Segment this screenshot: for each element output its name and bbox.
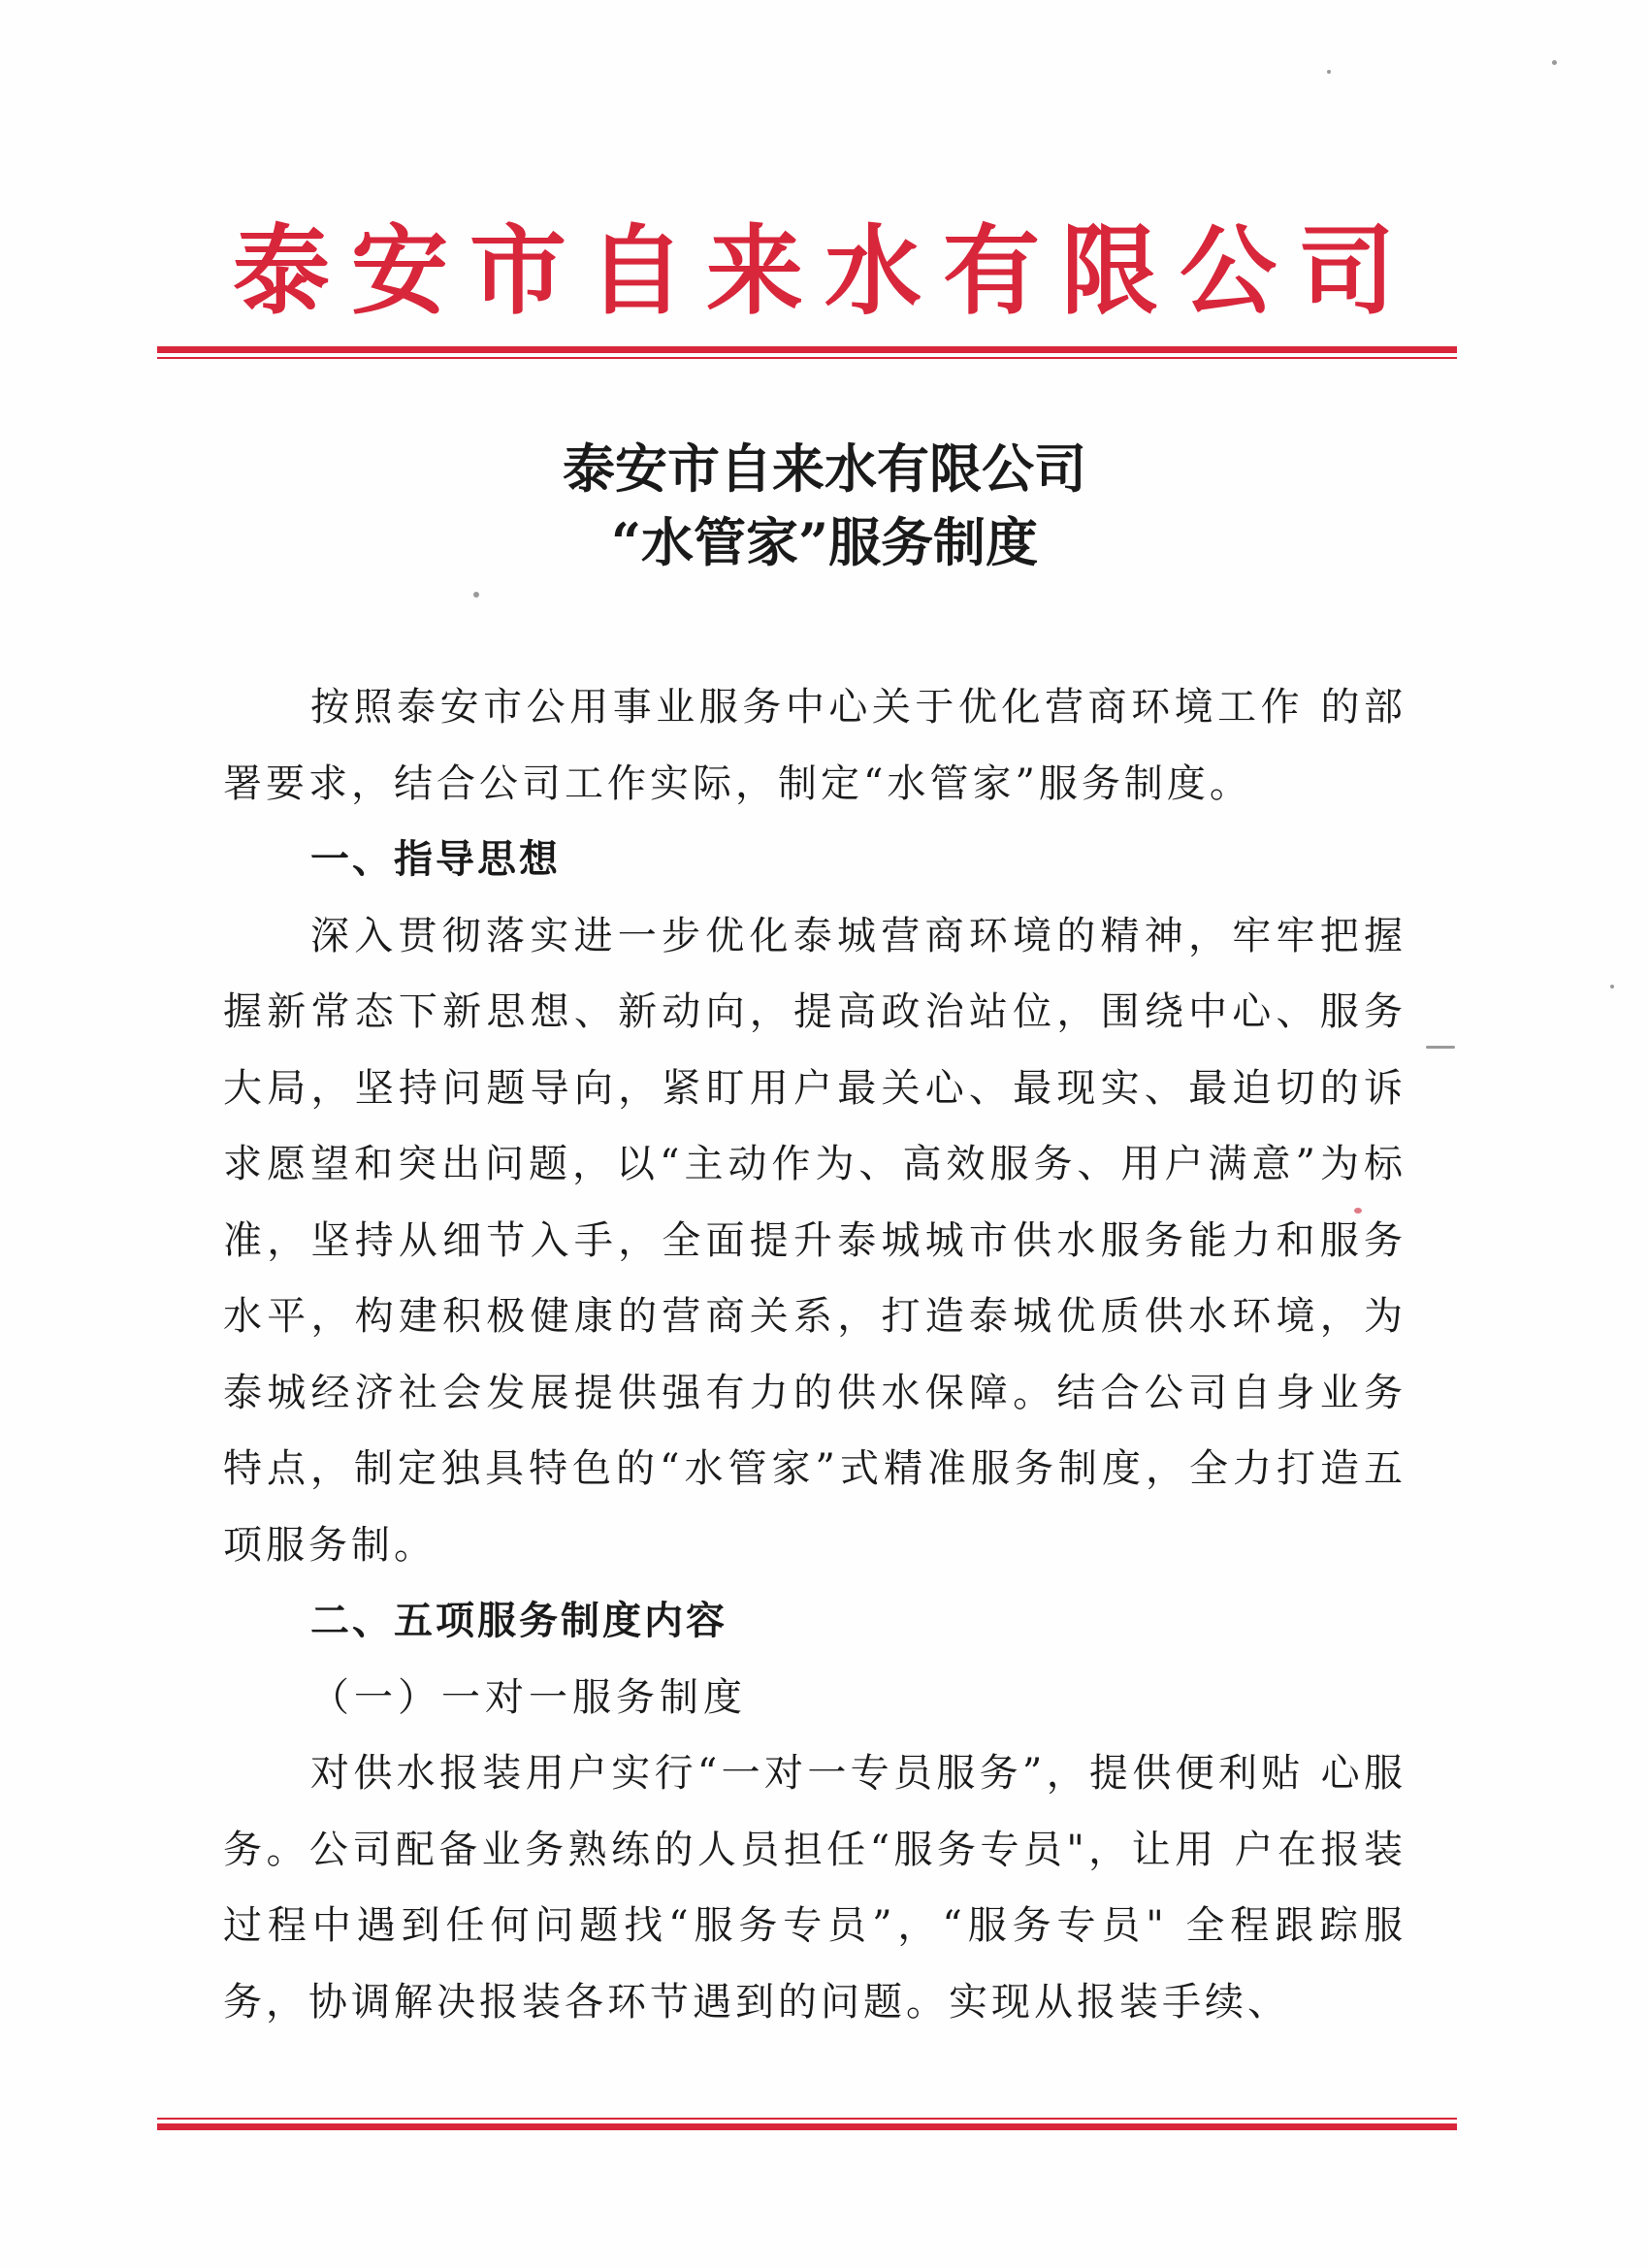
scan-speck [1426,1046,1455,1049]
letterhead-company-name: 泰安市自来水有限公司 [233,214,1416,328]
document-title [0,432,1649,579]
subsection-1-heading: （一）一对一服务制度 [310,1674,747,1720]
document-body [223,669,1406,2040]
section-1-paragraph: 深入贯彻落实进一步优化泰城营商环境的精神，牢牢把握握新常态下新思想、新动向，提高政治站位，围绕中心、服务大局，坚持问题导向，紧盯用户最关心、最现实、最迫切的诉求愿望和突出问题，以“主动作为、高效服务、用户满意”为标准，坚持从细节入手，全面提升泰城城市供水服务能力和服务水平，构建积极健康的营商关系，打造泰城优质供水环境，为泰城经济社会发展提供强有力的供水保障。结合公司自身业务特点，制定独具特色的“水管家”式精准服务制度，全力打造五项服务制。 [223,913,1406,1568]
subsection-1-paragraph: 对供水报装用户实行“一对一专员服务”，提供便利贴 心服务。公司配备业务熟练的人员担任“服务专员"，让用 户在报装过程中遇到任何问题找“服务专员”，“服务专员" 全程跟踪服务，协调解决报装各环节遇到的问题。实现从报装手续、 [223,1751,1406,2025]
scan-speck [1354,1208,1362,1214]
document-title-line-1: 泰安市自来水有限公司 [563,437,1086,500]
section-1-heading: 一、指导思想 [310,837,561,882]
section-2-heading: 二、五项服务制度内容 [310,1599,728,1643]
scan-speck [1552,60,1557,65]
footer-red-rule [157,2118,1457,2130]
scan-speck [1327,70,1331,74]
intro-paragraph: 按照泰安市公用事业服务中心关于优化营商环境工作 的部署要求，结合公司工作实际，制定“水管家”服务制度。 [223,685,1406,806]
scan-speck [473,592,479,598]
document-title-line-2: “水管家”服务制度 [610,511,1039,573]
letterhead-red-rule [157,346,1457,359]
scan-speck [1610,985,1614,988]
